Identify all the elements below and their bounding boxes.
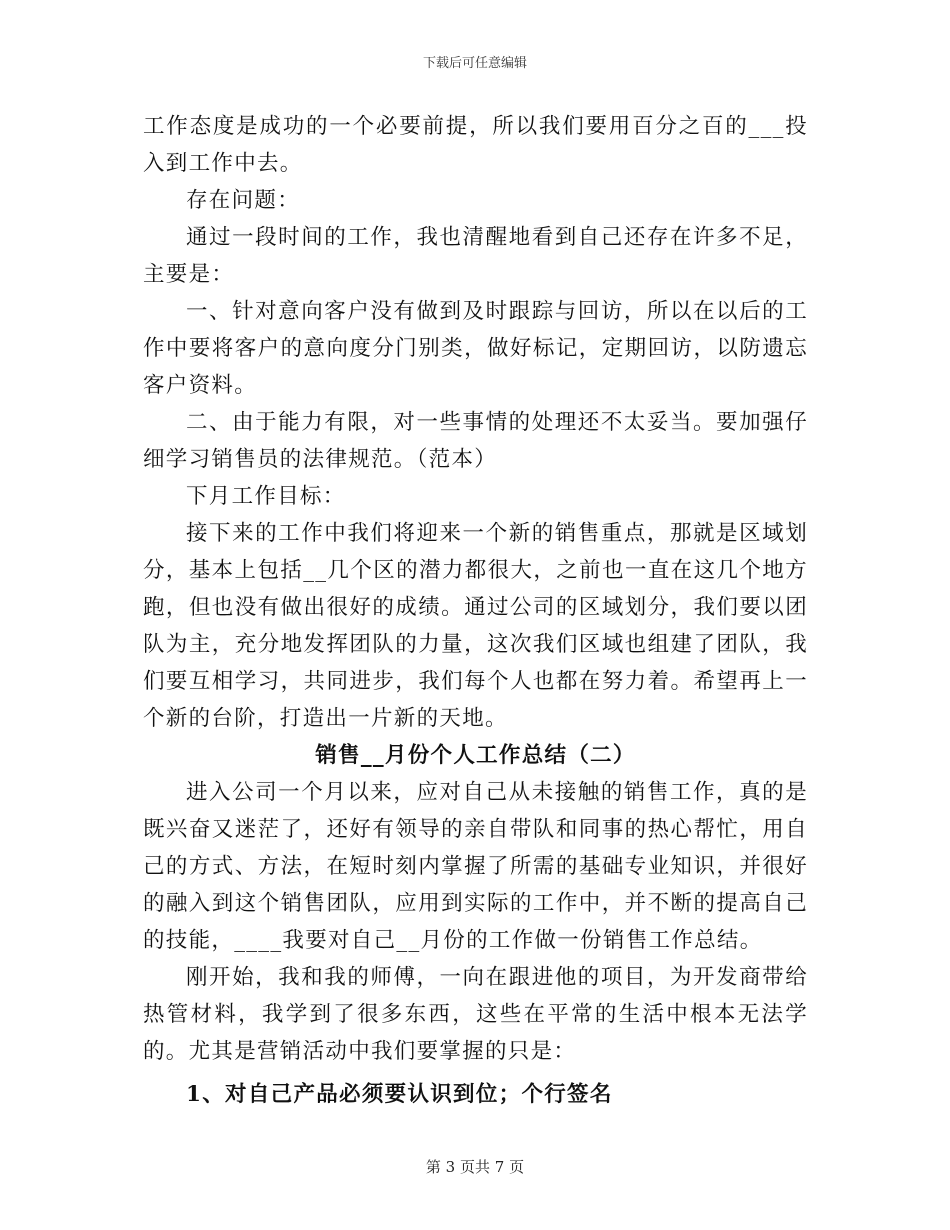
paragraph-intro-month: 进入公司一个月以来，应对自己从未接触的销售工作，真的是既兴奋又迷茫了，还好有领导的亲自带队和同事的热心帮忙，用自己的方式、方法，在短时刻内掌握了所需的基础专业知识，并很好的融入到这个销售团队，应用到实际的工作中，并不断的提高自己的技能，____我要对自己__月份的工作做一份销售工作总结。 (143, 780, 808, 953)
heading-next-month-goals: 下月工作目标： (186, 484, 346, 509)
page-header: 下载后可任意编辑 (422, 56, 527, 71)
paragraph-work-attitude: 工作态度是成功的一个必要前提，所以我们要用百分之百的___投入到工作中去。 (143, 114, 808, 176)
paragraph-problem-one: 一、针对意向客户没有做到及时跟踪与回访，所以在以后的工作中要将客户的意向度分门别类，做好标记，定期回访，以防遗忘客户资料。 (143, 299, 808, 398)
paragraph-next-month-plan: 接下来的工作中我们将迎来一个新的销售重点，那就是区域划分，基本上包括__几个区的潜力都很大，之前也一直在这几个地方跑，但也没有做出很好的成绩。通过公司的区域划分，我们要以团队为主，充分地发挥团队的力量，这次我们区域也组建了团队，我们要互相学习，共同进步，我们每个人也都在努力着。希望再上一个新的台阶，打造出一片新的天地。 (143, 521, 808, 731)
heading-existing-problems: 存在问题： (186, 188, 301, 213)
paragraph-problem-two: 二、由于能力有限，对一些事情的处理还不太妥当。要加强仔细学习销售员的法律规范。（范本） (143, 410, 808, 472)
section-title: 销售__月份个人工作总结（二） (315, 743, 636, 768)
paragraph-self-reflection: 通过一段时间的工作，我也清醒地看到自己还存在许多不足，主要是： (143, 225, 808, 287)
paragraph-mentor: 刚开始，我和我的师傅，一向在跟进他的项目，为开发商带给热管材料，我学到了很多东西，这些在平常的生活中根本无法学的。尤其是营销活动中我们要掌握的只是： (143, 965, 808, 1064)
list-item-product-knowledge: 1、对自己产品必须要认识到位；个行签名 (186, 1082, 613, 1107)
page-footer: 第 3 页共 7 页 (425, 1158, 525, 1176)
document-body (143, 108, 808, 1113)
